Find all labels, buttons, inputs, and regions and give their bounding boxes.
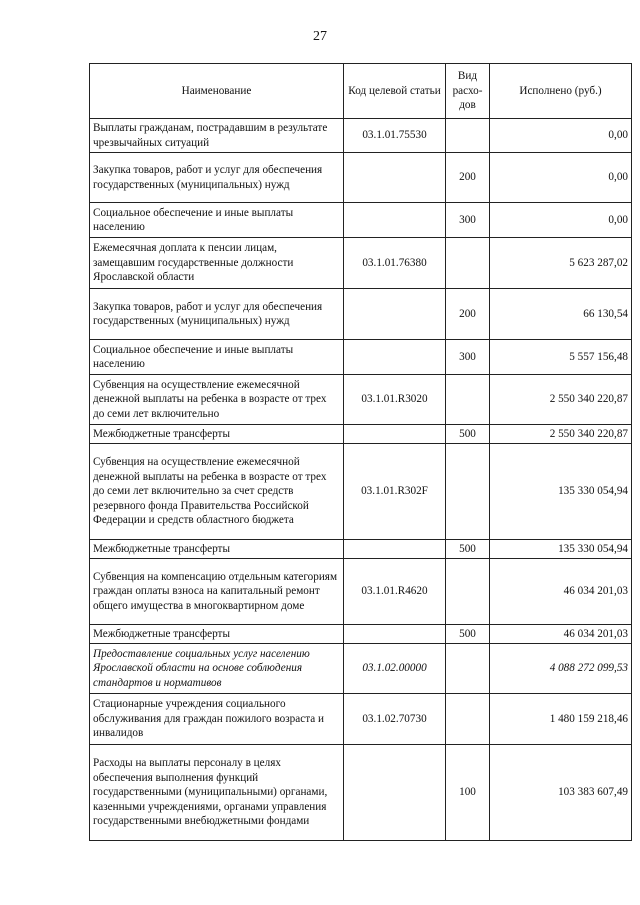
row-name-cell: Межбюджетные трансферты: [90, 540, 344, 559]
row-name-cell: Субвенция на осуществление ежемесячной денежной выплаты на ребенка в возрасте от трех до семи лет включительно: [90, 375, 344, 425]
table-row: [90, 340, 632, 375]
row-code-cell: [344, 153, 446, 203]
row-code-cell: 03.1.01.R302F: [344, 444, 446, 540]
row-vid-cell: 200: [446, 289, 490, 340]
table-row: [90, 289, 632, 340]
page-number: 27: [313, 29, 327, 44]
row-vid-cell: 500: [446, 625, 490, 644]
row-amount-cell: 5 557 156,48: [490, 340, 632, 375]
table-row: [90, 559, 632, 625]
table-row: [90, 203, 632, 238]
row-code-cell: 03.1.02.70730: [344, 694, 446, 745]
row-amount-cell: 4 088 272 099,53: [490, 644, 632, 694]
table-row: [90, 625, 632, 644]
row-amount-cell: 135 330 054,94: [490, 444, 632, 540]
row-vid-cell: [446, 559, 490, 625]
row-vid-cell: [446, 644, 490, 694]
table-header: [90, 64, 632, 119]
row-vid-cell: [446, 444, 490, 540]
row-vid-cell: 100: [446, 745, 490, 841]
row-name-cell: Субвенция на компенсацию отдельным категориям граждан оплаты взноса на капитальный ремонт общего имущества в многоквартирном доме: [90, 559, 344, 625]
row-amount-cell: 46 034 201,03: [490, 559, 632, 625]
header-name: Наименование: [90, 64, 344, 119]
row-name-cell: Выплаты гражданам, пострадавшим в результате чрезвычайных ситуаций: [90, 119, 344, 153]
row-amount-cell: 1 480 159 218,46: [490, 694, 632, 745]
row-code-cell: [344, 745, 446, 841]
row-code-cell: 03.1.01.R4620: [344, 559, 446, 625]
row-name-cell: Предоставление социальных услуг населению Ярославской области на основе соблюдения стандартов и нормативов: [90, 644, 344, 694]
table-row: [90, 644, 632, 694]
header-vid: Вид расхо-дов: [446, 64, 490, 119]
table-row: [90, 153, 632, 203]
row-code-cell: 03.1.01.75530: [344, 119, 446, 153]
row-vid-cell: [446, 375, 490, 425]
row-name-cell: Расходы на выплаты персоналу в целях обеспечения выполнения функций государственными (муниципальными) органами, казенными учреждениями, органами управления государственными внебюджетными фондами: [90, 745, 344, 841]
table-row: [90, 444, 632, 540]
table-row: [90, 119, 632, 153]
row-vid-cell: 500: [446, 425, 490, 444]
table-row: [90, 694, 632, 745]
row-vid-cell: [446, 694, 490, 745]
row-name-cell: Социальное обеспечение и иные выплаты населению: [90, 203, 344, 238]
table-row: [90, 375, 632, 425]
row-code-cell: [344, 203, 446, 238]
row-code-cell: [344, 289, 446, 340]
row-amount-cell: 66 130,54: [490, 289, 632, 340]
row-name-cell: Стационарные учреждения социального обслуживания для граждан пожилого возраста и инвалидов: [90, 694, 344, 745]
row-name-cell: Закупка товаров, работ и услуг для обеспечения государственных (муниципальных) нужд: [90, 153, 344, 203]
row-name-cell: Закупка товаров, работ и услуг для обеспечения государственных (муниципальных) нужд: [90, 289, 344, 340]
row-amount-cell: 2 550 340 220,87: [490, 375, 632, 425]
header-amount: Исполнено (руб.): [490, 64, 632, 119]
row-amount-cell: 46 034 201,03: [490, 625, 632, 644]
row-vid-cell: [446, 119, 490, 153]
budget-execution-table: [89, 63, 632, 841]
row-name-cell: Социальное обеспечение и иные выплаты населению: [90, 340, 344, 375]
table-row: [90, 425, 632, 444]
row-code-cell: 03.1.01.76380: [344, 238, 446, 289]
table-body: [90, 119, 632, 841]
row-amount-cell: 103 383 607,49: [490, 745, 632, 841]
row-amount-cell: 5 623 287,02: [490, 238, 632, 289]
row-amount-cell: 2 550 340 220,87: [490, 425, 632, 444]
table-row: [90, 745, 632, 841]
row-amount-cell: 0,00: [490, 153, 632, 203]
table-row: [90, 540, 632, 559]
row-amount-cell: 135 330 054,94: [490, 540, 632, 559]
row-amount-cell: 0,00: [490, 203, 632, 238]
header-row: [90, 64, 632, 119]
table-row: [90, 238, 632, 289]
row-vid-cell: 200: [446, 153, 490, 203]
row-name-cell: Субвенция на осуществление ежемесячной денежной выплаты на ребенка в возрасте от трех до семи лет включительно за счет средств резервного фонда Правительства Российской Федерации и средств областного бюджета: [90, 444, 344, 540]
row-code-cell: [344, 425, 446, 444]
row-name-cell: Межбюджетные трансферты: [90, 625, 344, 644]
row-vid-cell: 300: [446, 340, 490, 375]
row-vid-cell: 500: [446, 540, 490, 559]
row-vid-cell: [446, 238, 490, 289]
row-amount-cell: 0,00: [490, 119, 632, 153]
row-code-cell: [344, 540, 446, 559]
row-code-cell: [344, 625, 446, 644]
row-name-cell: Ежемесячная доплата к пенсии лицам, замещавшим государственные должности Ярославской области: [90, 238, 344, 289]
row-code-cell: [344, 340, 446, 375]
row-name-cell: Межбюджетные трансферты: [90, 425, 344, 444]
header-code: Код целевой статьи: [344, 64, 446, 119]
row-code-cell: 03.1.02.00000: [344, 644, 446, 694]
row-code-cell: 03.1.01.R3020: [344, 375, 446, 425]
row-vid-cell: 300: [446, 203, 490, 238]
